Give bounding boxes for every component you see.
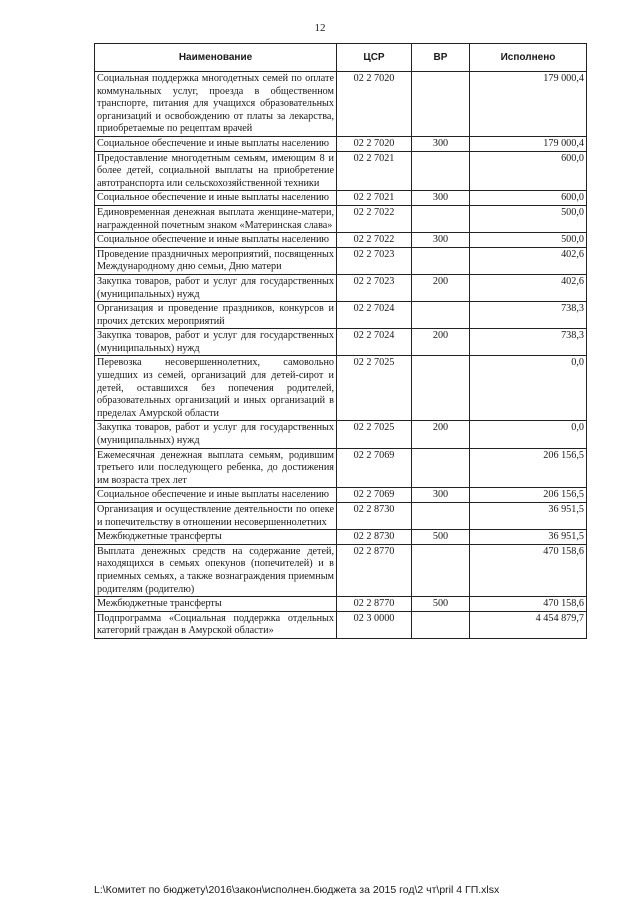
table-row — [95, 356, 587, 421]
row-amount: 600,0 — [470, 151, 587, 191]
row-amount: 738,3 — [470, 329, 587, 356]
table-row — [95, 247, 587, 274]
row-name: Межбюджетные трансферты — [95, 530, 337, 545]
row-name: Социальное обеспечение и иные выплаты населению — [95, 233, 337, 248]
row-name: Закупка товаров, работ и услуг для государственных (муниципальных) нужд — [95, 421, 337, 448]
file-path-footer: L:\Комитет по бюджету\2016\закон\исполнен.бюджета за 2015 год\2 чт\pril 4 ГП.xlsx — [94, 884, 500, 896]
row-name: Единовременная денежная выплата женщине-матери, награжденной почетным знаком «Материнская слава» — [95, 205, 337, 232]
row-vr — [412, 544, 470, 596]
row-vr — [412, 151, 470, 191]
table-row — [95, 488, 587, 503]
row-csr: 02 2 8730 — [337, 503, 412, 530]
row-name: Закупка товаров, работ и услуг для государственных (муниципальных) нужд — [95, 274, 337, 301]
table-row — [95, 72, 587, 137]
row-csr: 02 2 7021 — [337, 191, 412, 206]
row-csr: 02 2 8730 — [337, 530, 412, 545]
row-name: Организация и проведение праздников, конкурсов и прочих детских мероприятий — [95, 302, 337, 329]
row-name: Социальное обеспечение и иные выплаты населению — [95, 488, 337, 503]
row-csr: 02 2 7025 — [337, 356, 412, 421]
table-row — [95, 205, 587, 232]
row-csr: 02 2 7025 — [337, 421, 412, 448]
row-amount: 600,0 — [470, 191, 587, 206]
row-csr: 02 2 8770 — [337, 544, 412, 596]
row-amount: 179 000,4 — [470, 72, 587, 137]
row-vr: 500 — [412, 530, 470, 545]
row-amount: 470 158,6 — [470, 544, 587, 596]
row-vr: 200 — [412, 274, 470, 301]
row-csr: 02 2 7022 — [337, 205, 412, 232]
row-vr — [412, 503, 470, 530]
row-vr — [412, 356, 470, 421]
row-name: Выплата денежных средств на содержание детей, находящихся в семьях опекунов (попечителей) и в приемных семьях, а также вознаграждения приемным родителям (родителю) — [95, 544, 337, 596]
table-header-row — [95, 44, 587, 72]
header-amount: Исполнено — [470, 44, 587, 72]
row-name: Социальное обеспечение и иные выплаты населению — [95, 136, 337, 151]
row-amount: 36 951,5 — [470, 530, 587, 545]
table-row — [95, 274, 587, 301]
header-vr: ВР — [412, 44, 470, 72]
table-row — [95, 421, 587, 448]
budget-execution-table — [94, 43, 587, 639]
row-vr — [412, 302, 470, 329]
row-csr: 02 2 7024 — [337, 329, 412, 356]
row-csr: 02 2 8770 — [337, 597, 412, 612]
row-amount: 738,3 — [470, 302, 587, 329]
row-name: Проведение праздничных мероприятий, посвященных Международному дню семьи, Дню матери — [95, 247, 337, 274]
row-amount: 0,0 — [470, 356, 587, 421]
row-vr: 300 — [412, 191, 470, 206]
table-row — [95, 597, 587, 612]
row-amount: 179 000,4 — [470, 136, 587, 151]
row-csr: 02 2 7069 — [337, 448, 412, 488]
row-vr — [412, 247, 470, 274]
row-vr — [412, 72, 470, 137]
row-csr: 02 2 7022 — [337, 233, 412, 248]
row-name: Перевозка несовершеннолетних, самовольно ушедших из семей, организаций для детей-сирот и детей, оставшихся без попечения родителей, образовательных организаций и иных организаций в пределах Амурской области — [95, 356, 337, 421]
table-row — [95, 530, 587, 545]
row-name: Подпрограмма «Социальная поддержка отдельных категорий граждан в Амурской области» — [95, 611, 337, 638]
table-row — [95, 191, 587, 206]
row-amount: 470 158,6 — [470, 597, 587, 612]
table-row — [95, 136, 587, 151]
table-row — [95, 544, 587, 596]
row-amount: 402,6 — [470, 247, 587, 274]
table-row — [95, 329, 587, 356]
row-vr: 300 — [412, 233, 470, 248]
row-vr: 200 — [412, 329, 470, 356]
row-amount: 402,6 — [470, 274, 587, 301]
row-amount: 206 156,5 — [470, 488, 587, 503]
header-name: Наименование — [95, 44, 337, 72]
row-amount: 206 156,5 — [470, 448, 587, 488]
row-csr: 02 2 7021 — [337, 151, 412, 191]
row-amount: 4 454 879,7 — [470, 611, 587, 638]
row-name: Социальная поддержка многодетных семей по оплате коммунальных услуг, проезда в общественном транспорте, питания для учащихся образовательных организаций и освобождению от платы за лекарства, приобретаемые по рецептам врачей — [95, 72, 337, 137]
row-vr — [412, 611, 470, 638]
row-csr: 02 3 0000 — [337, 611, 412, 638]
row-vr — [412, 205, 470, 232]
row-name: Предоставление многодетным семьям, имеющим 8 и более детей, социальной выплаты на приобретение автотранспорта или сельскохозяйственной техники — [95, 151, 337, 191]
header-csr: ЦСР — [337, 44, 412, 72]
row-amount: 500,0 — [470, 233, 587, 248]
row-name: Межбюджетные трансферты — [95, 597, 337, 612]
row-vr: 300 — [412, 488, 470, 503]
row-name: Социальное обеспечение и иные выплаты населению — [95, 191, 337, 206]
row-amount: 36 951,5 — [470, 503, 587, 530]
row-name: Закупка товаров, работ и услуг для государственных (муниципальных) нужд — [95, 329, 337, 356]
table-row — [95, 503, 587, 530]
row-csr: 02 2 7020 — [337, 136, 412, 151]
row-vr: 300 — [412, 136, 470, 151]
page-number: 12 — [314, 22, 326, 34]
table-row — [95, 302, 587, 329]
table-row — [95, 448, 587, 488]
table-row — [95, 611, 587, 638]
row-csr: 02 2 7024 — [337, 302, 412, 329]
row-amount: 500,0 — [470, 205, 587, 232]
row-vr: 200 — [412, 421, 470, 448]
row-csr: 02 2 7023 — [337, 274, 412, 301]
row-name: Организация и осуществление деятельности по опеке и попечительству в отношении несовершеннолетних — [95, 503, 337, 530]
row-vr — [412, 448, 470, 488]
row-csr: 02 2 7069 — [337, 488, 412, 503]
table-row — [95, 233, 587, 248]
row-csr: 02 2 7023 — [337, 247, 412, 274]
row-amount: 0,0 — [470, 421, 587, 448]
table-row — [95, 151, 587, 191]
row-vr: 500 — [412, 597, 470, 612]
row-csr: 02 2 7020 — [337, 72, 412, 137]
row-name: Ежемесячная денежная выплата семьям, родившим третьего или последующего ребенка, до достижения им возраста трех лет — [95, 448, 337, 488]
